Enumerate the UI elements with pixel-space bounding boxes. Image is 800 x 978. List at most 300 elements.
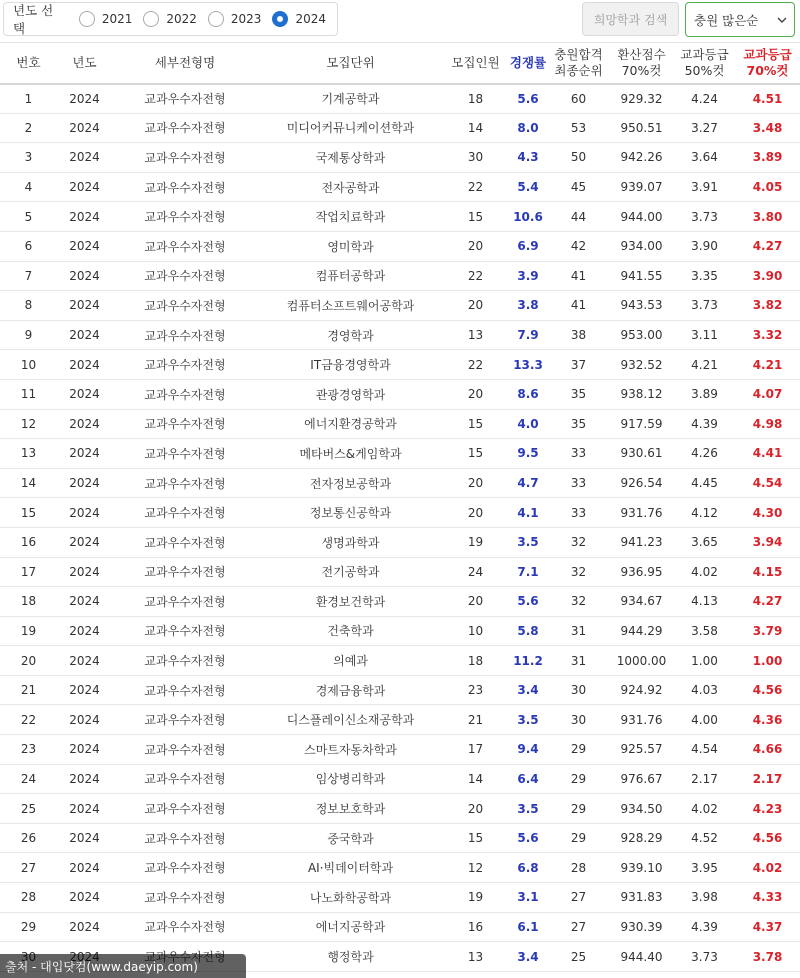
toolbar [0, 0, 800, 42]
table-cell-grade-70: 4.41 [735, 439, 800, 469]
table-cell-score-70: 925.57 [609, 735, 674, 765]
year-radio-2024[interactable] [272, 11, 326, 27]
table-cell-quota: 30 [443, 143, 508, 173]
table-row[interactable] [0, 84, 800, 114]
table-cell-track: 교과우수자전형 [112, 823, 258, 853]
table-cell-grade-50: 4.02 [674, 794, 735, 824]
table-cell-competition: 5.6 [508, 823, 548, 853]
table-cell-track: 교과우수자전형 [112, 84, 258, 114]
radio-circle[interactable] [208, 11, 224, 27]
table-cell-grade-70: 3.89 [735, 143, 800, 173]
table-cell-grade-70: 3.32 [735, 320, 800, 350]
table-cell-year: 2024 [57, 616, 112, 646]
table-cell-no: 19 [0, 616, 57, 646]
table-cell-year: 2024 [57, 261, 112, 291]
column-header-grade-50[interactable] [674, 43, 735, 84]
table-cell-track: 교과우수자전형 [112, 675, 258, 705]
table-cell-competition: 6.9 [508, 231, 548, 261]
table-cell-grade-50: 2.17 [674, 764, 735, 794]
table-cell-year: 2024 [57, 172, 112, 202]
table-cell-grade-70: 4.56 [735, 675, 800, 705]
table-cell-competition: 5.4 [508, 172, 548, 202]
table-cell-quota: 13 [443, 320, 508, 350]
table-cell-score-70: 934.67 [609, 587, 674, 617]
year-selector-label: 년도 선택 [13, 3, 54, 36]
table-cell-major: 전자정보공학과 [258, 468, 443, 498]
radio-circle[interactable] [79, 11, 95, 27]
table-cell-year: 2024 [57, 291, 112, 321]
table-cell-grade-70: 4.30 [735, 498, 800, 528]
table-cell-final-rank: 32 [548, 527, 609, 557]
column-header-final-rank[interactable] [548, 43, 609, 84]
year-radio-2022[interactable] [143, 11, 197, 27]
table-cell-major: 행정학과 [258, 942, 443, 972]
table-cell-grade-70: 3.82 [735, 291, 800, 321]
table-row[interactable] [0, 320, 800, 350]
column-header-text: 50%컷 [684, 62, 725, 78]
table-cell-no: 3 [0, 143, 57, 173]
table-cell-competition: 3.5 [508, 705, 548, 735]
table-cell-final-rank: 41 [548, 291, 609, 321]
column-header-text: 70%컷 [746, 62, 789, 78]
table-cell-final-rank: 41 [548, 261, 609, 291]
table-row[interactable] [0, 143, 800, 173]
table-cell-grade-50: 1.00 [674, 646, 735, 676]
table-cell-no: 16 [0, 527, 57, 557]
table-cell-grade-50: 4.02 [674, 557, 735, 587]
table-cell-grade-50: 4.13 [674, 587, 735, 617]
table-cell-quota: 20 [443, 587, 508, 617]
table-cell-quota: 20 [443, 498, 508, 528]
table-cell-no: 6 [0, 231, 57, 261]
table-cell-final-rank: 27 [548, 883, 609, 913]
table-cell-no: 20 [0, 646, 57, 676]
year-radio-2023[interactable] [208, 11, 262, 27]
table-cell-final-rank: 35 [548, 379, 609, 409]
table-cell-competition: 6.8 [508, 853, 548, 883]
table-cell-grade-50: 3.73 [674, 942, 735, 972]
table-cell-quota: 24 [443, 557, 508, 587]
table-cell-track: 교과우수자전형 [112, 291, 258, 321]
table-cell-grade-50: 3.35 [674, 261, 735, 291]
table-cell-final-rank: 33 [548, 439, 609, 469]
table-cell-no: 29 [0, 912, 57, 942]
table-cell-no: 23 [0, 735, 57, 765]
table-row[interactable] [0, 853, 800, 883]
table-cell-quota: 10 [443, 616, 508, 646]
table-cell-major: 국제통상학과 [258, 143, 443, 173]
table-row[interactable] [0, 883, 800, 913]
table-row[interactable] [0, 291, 800, 321]
table-cell-grade-50: 3.73 [674, 291, 735, 321]
table-cell-track: 교과우수자전형 [112, 735, 258, 765]
table-row[interactable] [0, 587, 800, 617]
table-row[interactable] [0, 350, 800, 380]
column-header-major[interactable] [258, 43, 443, 84]
radio-circle[interactable] [143, 11, 159, 27]
table-cell-competition: 9.4 [508, 735, 548, 765]
sort-select[interactable] [685, 2, 795, 37]
table-cell-final-rank: 32 [548, 557, 609, 587]
table-cell-final-rank: 38 [548, 320, 609, 350]
major-search-button[interactable]: 희망학과 검색 [582, 2, 679, 36]
table-cell-competition: 5.6 [508, 84, 548, 114]
table-cell-major: 스마트자동차학과 [258, 735, 443, 765]
table-cell-major: 전기공학과 [258, 557, 443, 587]
table-row[interactable] [0, 439, 800, 469]
table-cell-competition: 8.0 [508, 113, 548, 143]
column-header-text: 환산점수 [617, 47, 666, 63]
table-cell-final-rank: 45 [548, 172, 609, 202]
table-row[interactable] [0, 468, 800, 498]
column-header-track[interactable] [112, 43, 258, 84]
table-cell-major: 환경보건학과 [258, 587, 443, 617]
table-cell-grade-50: 4.24 [674, 84, 735, 114]
table-cell-score-70: 950.51 [609, 113, 674, 143]
table-cell-score-70: 917.59 [609, 409, 674, 439]
year-selector [3, 2, 338, 36]
table-cell-track: 교과우수자전형 [112, 587, 258, 617]
table-row[interactable] [0, 202, 800, 232]
table-cell-major: 전자공학과 [258, 172, 443, 202]
table-cell-final-rank: 29 [548, 794, 609, 824]
table-row[interactable] [0, 172, 800, 202]
table-cell-competition: 8.6 [508, 379, 548, 409]
table-cell-competition: 4.7 [508, 468, 548, 498]
table-cell-final-rank: 44 [548, 202, 609, 232]
table-cell-grade-50: 3.90 [674, 231, 735, 261]
table-cell-score-70: 941.55 [609, 261, 674, 291]
table-cell-score-70: 942.26 [609, 143, 674, 173]
table-cell-year: 2024 [57, 823, 112, 853]
table-cell-competition: 7.9 [508, 320, 548, 350]
column-header-text: 70%컷 [621, 62, 662, 78]
table-cell-track: 교과우수자전형 [112, 764, 258, 794]
table-cell-major: 기계공학과 [258, 84, 443, 114]
table-row[interactable] [0, 705, 800, 735]
table-cell-score-70: 953.00 [609, 320, 674, 350]
column-header-grade-70[interactable] [735, 43, 800, 84]
column-header-competition[interactable] [508, 43, 548, 84]
table-cell-year: 2024 [57, 231, 112, 261]
table-cell-track: 교과우수자전형 [112, 409, 258, 439]
table-cell-major: 의예과 [258, 646, 443, 676]
table-cell-competition: 10.6 [508, 202, 548, 232]
table-cell-competition: 5.8 [508, 616, 548, 646]
table-cell-grade-70: 3.94 [735, 527, 800, 557]
table-cell-year: 2024 [57, 202, 112, 232]
table-cell-track: 교과우수자전형 [112, 320, 258, 350]
table-cell-competition: 4.3 [508, 143, 548, 173]
table-cell-competition: 6.4 [508, 764, 548, 794]
table-row[interactable] [0, 616, 800, 646]
table-cell-final-rank: 60 [548, 84, 609, 114]
table-cell-grade-70: 1.00 [735, 646, 800, 676]
table-cell-quota: 20 [443, 291, 508, 321]
table-cell-final-rank: 42 [548, 231, 609, 261]
column-header-text: 경쟁률 [509, 54, 547, 70]
table-cell-score-70: 934.00 [609, 231, 674, 261]
table-cell-year: 2024 [57, 84, 112, 114]
table-cell-quota: 22 [443, 350, 508, 380]
table-cell-major: 미디어커뮤니케이션학과 [258, 113, 443, 143]
column-header-year[interactable] [57, 43, 112, 84]
table-cell-grade-70: 3.48 [735, 113, 800, 143]
table-cell-grade-70: 4.36 [735, 705, 800, 735]
table-cell-no: 11 [0, 379, 57, 409]
table-row[interactable] [0, 231, 800, 261]
table-row[interactable] [0, 409, 800, 439]
table-cell-track: 교과우수자전형 [112, 350, 258, 380]
table-cell-major: 영미학과 [258, 231, 443, 261]
table-cell-major: AI·빅데이터학과 [258, 853, 443, 883]
column-header-text: 모집인원 [451, 54, 500, 70]
table-cell-score-70: 930.39 [609, 912, 674, 942]
table-cell-competition: 3.5 [508, 527, 548, 557]
column-header-text: 모집단위 [326, 54, 375, 70]
table-cell-quota: 12 [443, 853, 508, 883]
table-cell-no: 18 [0, 587, 57, 617]
table-row[interactable] [0, 557, 800, 587]
table-cell-score-70: 938.12 [609, 379, 674, 409]
table-cell-no: 21 [0, 675, 57, 705]
admission-results-table [0, 42, 800, 972]
table-cell-final-rank: 33 [548, 498, 609, 528]
table-cell-quota: 19 [443, 883, 508, 913]
table-row[interactable] [0, 527, 800, 557]
table-cell-year: 2024 [57, 883, 112, 913]
table-cell-grade-70: 4.33 [735, 883, 800, 913]
table-cell-competition: 5.6 [508, 587, 548, 617]
table-cell-track: 교과우수자전형 [112, 705, 258, 735]
table-cell-year: 2024 [57, 646, 112, 676]
column-header-text: 교과등급 [680, 47, 729, 63]
table-cell-major: 에너지공학과 [258, 912, 443, 942]
table-cell-grade-70: 4.02 [735, 853, 800, 883]
table-cell-track: 교과우수자전형 [112, 853, 258, 883]
table-cell-track: 교과우수자전형 [112, 557, 258, 587]
table-cell-grade-70: 4.27 [735, 587, 800, 617]
table-cell-grade-50: 4.00 [674, 705, 735, 735]
table-cell-track: 교과우수자전형 [112, 646, 258, 676]
column-header-score-70[interactable] [609, 43, 674, 84]
table-cell-track: 교과우수자전형 [112, 261, 258, 291]
table-cell-score-70: 944.40 [609, 942, 674, 972]
table-cell-competition: 3.8 [508, 291, 548, 321]
table-cell-no: 2 [0, 113, 57, 143]
table-cell-year: 2024 [57, 912, 112, 942]
table-cell-final-rank: 27 [548, 912, 609, 942]
table-cell-grade-50: 4.03 [674, 675, 735, 705]
table-row[interactable] [0, 764, 800, 794]
table-cell-final-rank: 29 [548, 823, 609, 853]
table-cell-final-rank: 25 [548, 942, 609, 972]
table-cell-quota: 23 [443, 675, 508, 705]
table-cell-track: 교과우수자전형 [112, 912, 258, 942]
table-row[interactable] [0, 646, 800, 676]
table-cell-grade-70: 4.98 [735, 409, 800, 439]
chevron-down-icon [777, 15, 787, 25]
year-radio-2021[interactable] [79, 11, 133, 27]
column-header-quota[interactable] [443, 43, 508, 84]
table-cell-no: 27 [0, 853, 57, 883]
table-cell-final-rank: 53 [548, 113, 609, 143]
table-cell-no: 12 [0, 409, 57, 439]
table-cell-year: 2024 [57, 379, 112, 409]
table-cell-grade-50: 4.54 [674, 735, 735, 765]
table-cell-quota: 15 [443, 823, 508, 853]
table-cell-no: 13 [0, 439, 57, 469]
table-cell-no: 7 [0, 261, 57, 291]
table-cell-grade-50: 3.11 [674, 320, 735, 350]
table-cell-competition: 3.4 [508, 675, 548, 705]
table-cell-no: 22 [0, 705, 57, 735]
table-cell-quota: 13 [443, 942, 508, 972]
table-cell-quota: 20 [443, 379, 508, 409]
table-cell-grade-50: 3.73 [674, 202, 735, 232]
table-cell-score-70: 944.00 [609, 202, 674, 232]
table-cell-competition: 9.5 [508, 439, 548, 469]
table-cell-major: 경영학과 [258, 320, 443, 350]
table-row[interactable] [0, 261, 800, 291]
table-cell-competition: 3.1 [508, 883, 548, 913]
table-cell-grade-70: 3.90 [735, 261, 800, 291]
table-cell-quota: 18 [443, 84, 508, 114]
column-header-text: 충원합격 [554, 47, 603, 63]
table-cell-grade-70: 4.54 [735, 468, 800, 498]
table-cell-major: 관광경영학과 [258, 379, 443, 409]
table-cell-competition: 3.9 [508, 261, 548, 291]
table-cell-grade-50: 4.21 [674, 350, 735, 380]
table-cell-final-rank: 29 [548, 764, 609, 794]
table-cell-score-70: 934.50 [609, 794, 674, 824]
table-cell-grade-70: 3.80 [735, 202, 800, 232]
table-cell-quota: 17 [443, 735, 508, 765]
table-cell-grade-50: 3.91 [674, 172, 735, 202]
table-cell-year: 2024 [57, 498, 112, 528]
table-cell-competition: 6.1 [508, 912, 548, 942]
table-cell-major: 작업치료학과 [258, 202, 443, 232]
table-cell-major: 경제금융학과 [258, 675, 443, 705]
table-cell-grade-50: 3.95 [674, 853, 735, 883]
table-cell-competition: 11.2 [508, 646, 548, 676]
table-row[interactable] [0, 912, 800, 942]
table-cell-score-70: 943.53 [609, 291, 674, 321]
table-cell-grade-50: 4.52 [674, 823, 735, 853]
table-row[interactable] [0, 379, 800, 409]
table-cell-score-70: 939.10 [609, 853, 674, 883]
table-cell-grade-70: 4.37 [735, 912, 800, 942]
column-header-text: 최종순위 [554, 62, 603, 78]
table-cell-final-rank: 35 [548, 409, 609, 439]
table-cell-quota: 20 [443, 231, 508, 261]
table-cell-grade-50: 4.39 [674, 409, 735, 439]
table-cell-final-rank: 31 [548, 616, 609, 646]
table-cell-no: 26 [0, 823, 57, 853]
table-cell-no: 9 [0, 320, 57, 350]
table-cell-score-70: 932.52 [609, 350, 674, 380]
table-cell-year: 2024 [57, 675, 112, 705]
table-cell-major: 나노화학공학과 [258, 883, 443, 913]
table-cell-score-70: 931.83 [609, 883, 674, 913]
table-row[interactable] [0, 823, 800, 853]
table-cell-track: 교과우수자전형 [112, 498, 258, 528]
table-cell-score-70: 939.07 [609, 172, 674, 202]
table-cell-no: 1 [0, 84, 57, 114]
table-cell-score-70: 929.32 [609, 84, 674, 114]
year-radio-label: 2023 [230, 12, 262, 26]
table-cell-year: 2024 [57, 350, 112, 380]
table-cell-quota: 16 [443, 912, 508, 942]
table-cell-no: 15 [0, 498, 57, 528]
table-cell-no: 28 [0, 883, 57, 913]
table-cell-competition: 4.0 [508, 409, 548, 439]
table-cell-quota: 19 [443, 527, 508, 557]
table-cell-year: 2024 [57, 143, 112, 173]
table-cell-grade-70: 2.17 [735, 764, 800, 794]
table-row[interactable] [0, 498, 800, 528]
table-cell-grade-70: 3.78 [735, 942, 800, 972]
table-cell-grade-70: 4.27 [735, 231, 800, 261]
table-cell-track: 교과우수자전형 [112, 231, 258, 261]
table-cell-major: 에너지환경공학과 [258, 409, 443, 439]
table-row[interactable] [0, 735, 800, 765]
table-cell-year: 2024 [57, 113, 112, 143]
table-cell-major: 생명과학과 [258, 527, 443, 557]
table-cell-grade-70: 4.23 [735, 794, 800, 824]
table-cell-score-70: 924.92 [609, 675, 674, 705]
table-cell-score-70: 931.76 [609, 705, 674, 735]
table-cell-grade-50: 3.65 [674, 527, 735, 557]
table-cell-year: 2024 [57, 557, 112, 587]
radio-circle-checked[interactable] [272, 11, 288, 27]
table-row[interactable] [0, 113, 800, 143]
table-cell-competition: 7.1 [508, 557, 548, 587]
table-cell-quota: 20 [443, 794, 508, 824]
table-cell-grade-70: 4.15 [735, 557, 800, 587]
table-cell-track: 교과우수자전형 [112, 527, 258, 557]
table-cell-competition: 3.5 [508, 794, 548, 824]
table-cell-year: 2024 [57, 320, 112, 350]
table-cell-grade-50: 4.45 [674, 468, 735, 498]
table-cell-major: 메타버스&게임학과 [258, 439, 443, 469]
table-cell-no: 8 [0, 291, 57, 321]
table-cell-quota: 18 [443, 646, 508, 676]
table-cell-grade-50: 4.26 [674, 439, 735, 469]
table-cell-score-70: 928.29 [609, 823, 674, 853]
table-cell-major: 임상병리학과 [258, 764, 443, 794]
table-cell-year: 2024 [57, 853, 112, 883]
table-cell-final-rank: 29 [548, 735, 609, 765]
table-cell-year: 2024 [57, 735, 112, 765]
table-cell-year: 2024 [57, 439, 112, 469]
table-row[interactable] [0, 675, 800, 705]
table-cell-no: 24 [0, 764, 57, 794]
table-row[interactable] [0, 794, 800, 824]
table-cell-final-rank: 37 [548, 350, 609, 380]
table-cell-major: 건축학과 [258, 616, 443, 646]
table-cell-year: 2024 [57, 705, 112, 735]
table-cell-quota: 21 [443, 705, 508, 735]
table-cell-major: 컴퓨터소프트웨어공학과 [258, 291, 443, 321]
table-cell-quota: 22 [443, 172, 508, 202]
table-cell-year: 2024 [57, 764, 112, 794]
table-cell-track: 교과우수자전형 [112, 883, 258, 913]
table-cell-final-rank: 28 [548, 853, 609, 883]
table-cell-grade-50: 4.39 [674, 912, 735, 942]
table-cell-score-70: 931.76 [609, 498, 674, 528]
year-radio-label: 2021 [101, 12, 133, 26]
